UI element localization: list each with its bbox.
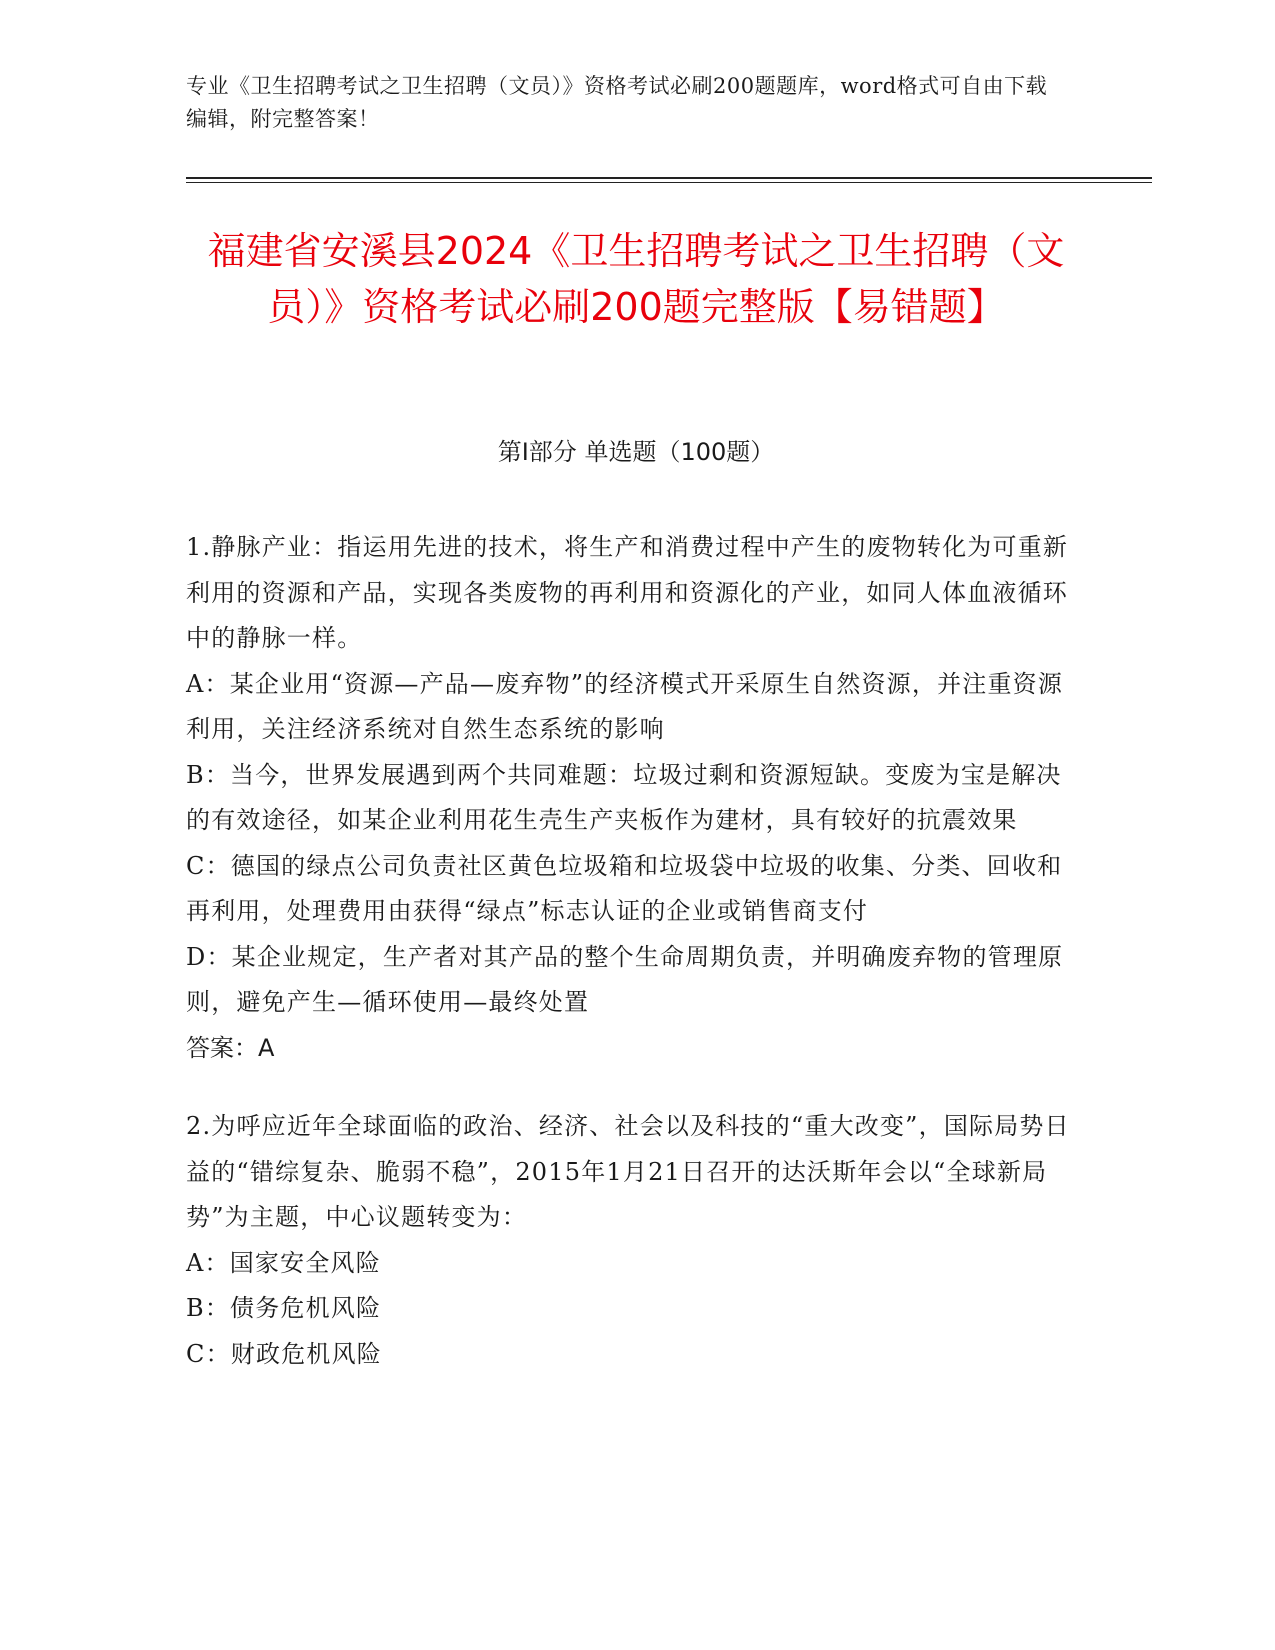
header-note: 专业《卫生招聘考试之卫生招聘（文员）》资格考试必刷200题题库，word格式可自由下载编辑，附完整答案！: [186, 74, 1048, 131]
question-list: [186, 525, 1086, 1410]
question-1: [186, 525, 1086, 1071]
option-b: B：当今，世界发展遇到两个共同难题：垃圾过剩和资源短缺。变废为宝是解决的有效途径，如某企业利用花生壳生产夹板作为建材，具有较好的抗震效果: [186, 760, 1062, 834]
option-d: D：某企业规定，生产者对其产品的整个生命周期负责，并明确废弃物的管理原则，避免产生—循环使用—最终处置: [186, 942, 1064, 1016]
option-a: A：国家安全风险: [186, 1248, 381, 1277]
header-rule-thick: [186, 177, 1152, 179]
answer: 答案：A: [186, 1033, 275, 1062]
question-stem: 2.为呼应近年全球面临的政治、经济、社会以及科技的“重大改变”，国际局势日益的“错综复杂、脆弱不稳”，2015年1月21日召开的达沃斯年会以“全球新局势”为主题，中心议题转变为：: [186, 1112, 1070, 1231]
option-c: C：财政危机风险: [186, 1339, 382, 1368]
option-c: C：德国的绿点公司负责社区黄色垃圾箱和垃圾袋中垃圾的收集、分类、回收和再利用，处理费用由获得“绿点”标志认证的企业或销售商支付: [186, 851, 1063, 925]
option-b: B：债务危机风险: [186, 1294, 382, 1322]
question-stem: 1.静脉产业：指运用先进的技术，将生产和消费过程中产生的废物转化为可重新利用的资源和产品，实现各类废物的再利用和资源化的产业，如同人体血液循环中的静脉一样。: [186, 533, 1069, 652]
section-title: 第Ⅰ部分 单选题（100题）: [497, 438, 775, 466]
option-a: A：某企业用“资源—产品—废弃物”的经济模式开采原生自然资源，并注重资源利用，关注经济系统对自然生态系统的影响: [186, 669, 1064, 743]
question-2: [186, 1104, 1086, 1377]
document-title: 福建省安溪县2024《卫生招聘考试之卫生招聘（文员）》资格考试必刷200题完整版【易错题】: [207, 229, 1065, 329]
header-rule-thin: [186, 182, 1152, 183]
